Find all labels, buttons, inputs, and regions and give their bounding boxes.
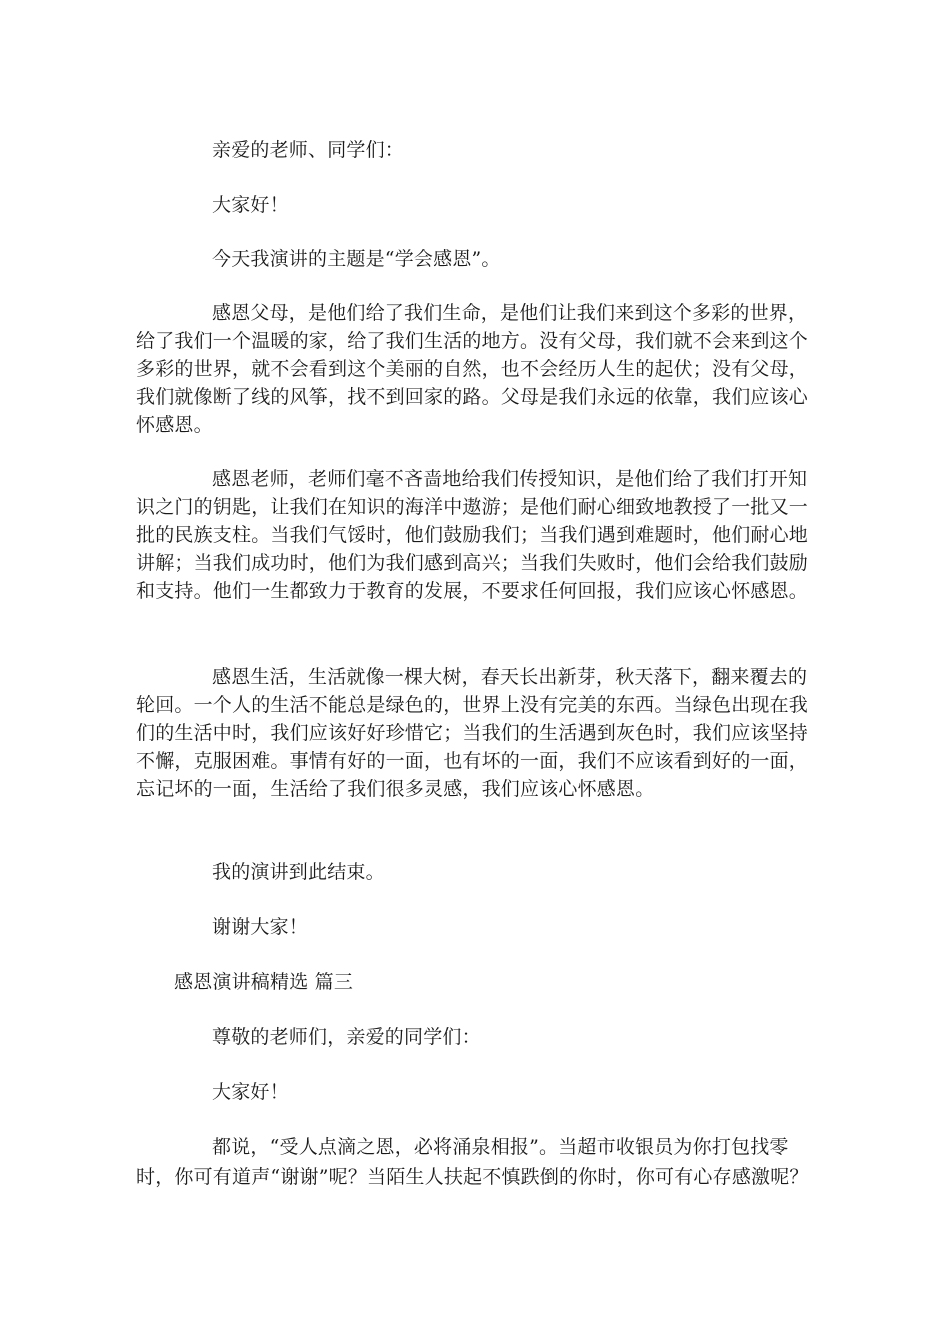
hello-line: 大家好！: [212, 194, 289, 216]
paragraph-line: 和支持。他们一生都致力于教育的发展，不要求任何回报，我们应该心怀感恩。: [136, 580, 809, 602]
paragraph-line: 忘记坏的一面，生活给了我们很多灵感，我们应该心怀感恩。: [136, 778, 655, 800]
paragraph-line: 不懈，克服困难。事情有好的一面，也有坏的一面，我们不应该看到好的一面，: [136, 750, 809, 772]
paragraph-line: 多彩的世界，就不会看到这个美丽的自然，也不会经历人生的起伏；没有父母，: [136, 358, 809, 380]
topic-line: 今天我演讲的主题是“学会感恩”。: [212, 248, 501, 270]
paragraph-line: 都说，“受人点滴之恩，必将涌泉相报”。当超市收银员为你打包找零: [212, 1136, 789, 1158]
closing-line: 我的演讲到此结束。: [212, 861, 385, 883]
thanks-line: 谢谢大家！: [212, 916, 309, 938]
paragraph-line: 感恩老师，老师们毫不吝啬地给我们传授知识，是他们给了我们打开知: [212, 468, 808, 490]
paragraph-line: 怀感恩。: [136, 414, 213, 436]
section-heading: 感恩演讲稿精选 篇三: [174, 971, 354, 993]
paragraph-line: 给了我们一个温暖的家，给了我们生活的地方。没有父母，我们就不会来到这个: [136, 330, 809, 352]
hello-line: 大家好！: [212, 1081, 289, 1103]
paragraph-line: 批的民族支柱。当我们气馁时，他们鼓励我们；当我们遇到难题时，他们耐心地: [136, 524, 809, 546]
paragraph-line: 讲解；当我们成功时，他们为我们感到高兴；当我们失败时，他们会给我们鼓励: [136, 552, 809, 574]
paragraph-line: 我们就像断了线的风筝，找不到回家的路。父母是我们永远的依靠，我们应该心: [136, 386, 809, 408]
paragraph-line: 识之门的钥匙，让我们在知识的海洋中遨游；是他们耐心细致地教授了一批又一: [136, 496, 809, 518]
paragraph-line: 感恩父母，是他们给了我们生命，是他们让我们来到这个多彩的世界，: [212, 302, 808, 324]
paragraph-line: 们的生活中时，我们应该好好珍惜它；当我们的生活遇到灰色时，我们应该坚持: [136, 722, 809, 744]
paragraph-line: 时，你可有道声“谢谢”呢？当陌生人扶起不慎跌倒的你时，你可有心存感激呢？: [136, 1166, 809, 1188]
paragraph-line: 感恩生活，生活就像一棵大树，春天长出新芽，秋天落下，翻来覆去的: [212, 666, 808, 688]
greeting-line: 尊敬的老师们，亲爱的同学们：: [212, 1026, 481, 1048]
paragraph-line: 轮回。一个人的生活不能总是绿色的，世界上没有完美的东西。当绿色出现在我: [136, 694, 809, 716]
greeting-line: 亲爱的老师、同学们：: [212, 139, 405, 161]
